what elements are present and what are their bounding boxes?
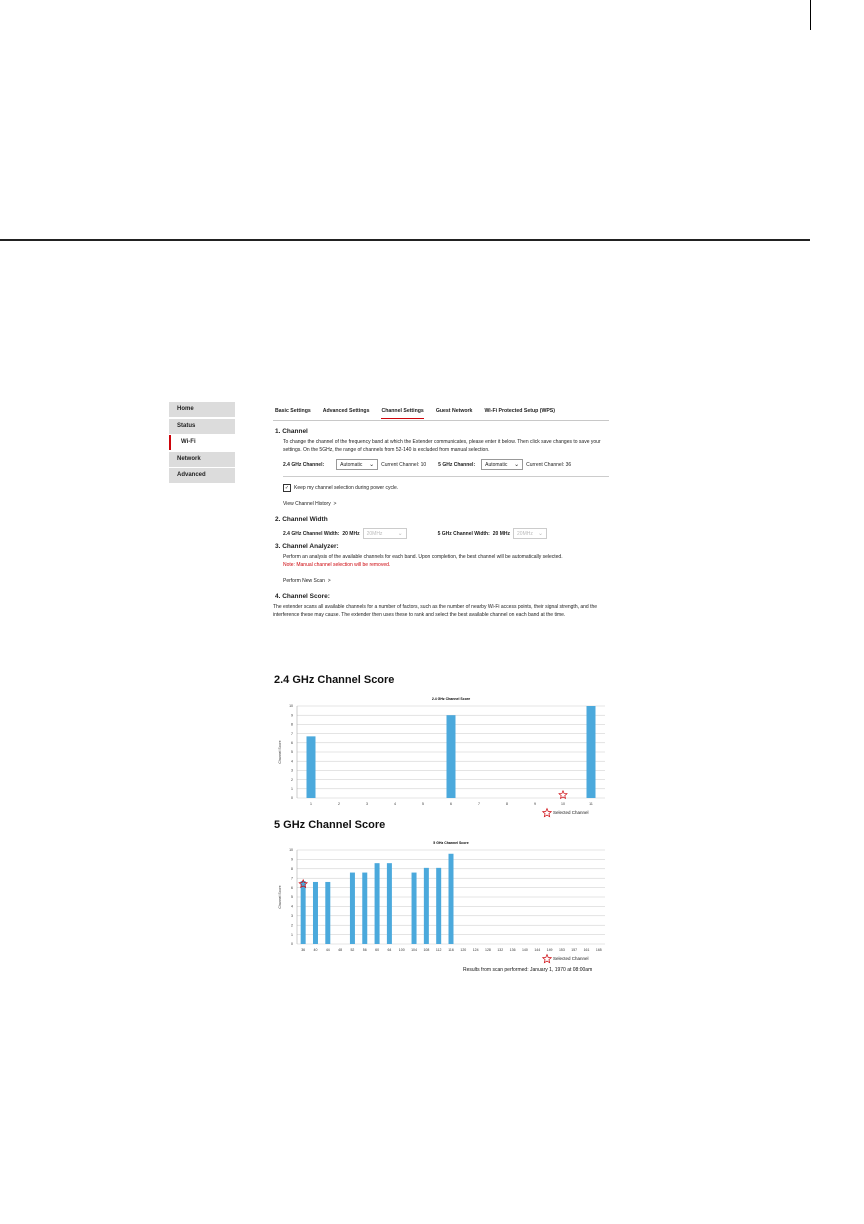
y-tick-label: 7 xyxy=(291,731,293,736)
bar xyxy=(375,863,380,944)
y-axis-label: Channel Score xyxy=(278,740,282,764)
heading-5-score: 5 GHz Channel Score xyxy=(274,819,386,831)
x-tick-label: 2 xyxy=(338,802,340,806)
x-tick-label: 149 xyxy=(546,948,553,952)
y-tick-label: 8 xyxy=(291,722,293,727)
bar xyxy=(307,736,316,798)
y-tick-label: 6 xyxy=(291,885,293,890)
x-tick-label: 153 xyxy=(558,948,565,952)
x-tick-label: 11 xyxy=(589,802,593,806)
x-tick-label: 140 xyxy=(521,948,528,952)
x-tick-label: 132 xyxy=(497,948,504,952)
bar xyxy=(362,873,367,944)
y-tick-label: 3 xyxy=(291,914,293,918)
analyzer-note: Note: Manual channel selection will be removed. xyxy=(283,561,391,568)
bar xyxy=(313,882,318,944)
x-tick-label: 165 xyxy=(595,948,602,952)
legend-label: Selected Channel xyxy=(553,956,589,961)
sidebar-item-home[interactable]: Home xyxy=(169,402,235,417)
channel-row xyxy=(283,459,609,470)
x-tick-label: 8 xyxy=(506,802,508,806)
channel-5-label: 5 GHz Channel: xyxy=(438,461,476,468)
width-24-current: 20 MHz xyxy=(342,530,360,537)
width-24-select[interactable] xyxy=(363,528,407,539)
sidebar-item-network[interactable]: Network xyxy=(169,452,235,467)
chevron-down-icon: ⌄ xyxy=(369,462,375,468)
x-tick-label: 6 xyxy=(450,802,452,806)
tab-wps[interactable]: Wi-Fi Protected Setup (WPS) xyxy=(484,408,555,414)
channel-5-current: Current Channel: 36 xyxy=(526,461,572,468)
x-tick-label: 112 xyxy=(435,948,442,952)
y-tick-label: 1 xyxy=(291,932,293,937)
sidebar xyxy=(169,402,235,485)
width-5-select-value: 20MHz xyxy=(517,530,533,537)
analyzer-description-text: Perform an analysis of the available channels for each band. Upon completion, the best channel will be automatically selected. xyxy=(283,554,563,560)
bar xyxy=(412,873,417,944)
keep-selection-label: Keep my channel selection during power cycle. xyxy=(294,485,399,491)
width-section-title: 2. Channel Width xyxy=(275,516,328,523)
legend-star-icon xyxy=(543,809,552,817)
chevron-down-icon: ⌄ xyxy=(537,531,544,537)
width-5-select[interactable] xyxy=(513,528,547,539)
y-tick-label: 6 xyxy=(291,741,293,745)
keep-selection-row xyxy=(283,484,609,492)
x-tick-label: 5 xyxy=(422,802,424,806)
x-tick-label: 161 xyxy=(583,948,590,952)
channel-5-select[interactable] xyxy=(481,459,523,470)
tab-guest-network[interactable]: Guest Network xyxy=(435,408,473,414)
y-tick-label: 8 xyxy=(291,867,293,871)
tab-advanced-settings[interactable]: Advanced Settings xyxy=(322,408,370,414)
y-tick-label: 2 xyxy=(291,923,293,928)
legend-star-icon xyxy=(543,955,552,963)
x-tick-label: 10 xyxy=(561,802,565,806)
results-text: Results from scan performed: January 1, 1970 at 08:00am xyxy=(463,967,593,973)
score-description: The extender scans all available channels for a number of factors, such as the number of nearby Wi-Fi access points, their signal strength, and the interference these may cause. The extender then uses these to rank and select the best available channel on each band at the time. xyxy=(273,604,598,618)
sidebar-item-status[interactable]: Status xyxy=(169,419,235,434)
x-tick-label: 136 xyxy=(509,948,516,952)
x-tick-label: 157 xyxy=(571,948,578,952)
x-tick-label: 40 xyxy=(313,948,318,952)
horizontal-rule xyxy=(0,239,810,241)
sidebar-item-wifi[interactable]: Wi-Fi xyxy=(169,435,235,450)
analyzer-section-title: 3. Channel Analyzer: xyxy=(275,543,339,550)
x-tick-label: 52 xyxy=(350,948,355,952)
analyzer-description xyxy=(283,554,605,569)
chart-24ghz xyxy=(273,692,609,820)
width-24-select-value: 20MHz xyxy=(366,530,383,537)
chart-title: 5 GHz Channel Score xyxy=(433,841,469,845)
x-tick-label: 1 xyxy=(310,802,312,806)
bar xyxy=(449,854,454,944)
x-tick-label: 144 xyxy=(534,948,541,952)
x-tick-label: 64 xyxy=(387,948,392,952)
y-tick-label: 0 xyxy=(291,942,293,947)
x-tick-label: 56 xyxy=(362,948,367,952)
chevron-down-icon: ⌄ xyxy=(514,462,520,468)
selected-channel-star-icon xyxy=(559,791,567,799)
y-tick-label: 2 xyxy=(291,777,293,782)
bar xyxy=(387,863,392,944)
y-tick-label: 4 xyxy=(291,759,293,764)
y-tick-label: 0 xyxy=(291,796,293,801)
x-tick-label: 4 xyxy=(394,802,396,806)
x-tick-label: 60 xyxy=(375,948,380,952)
x-tick-label: 116 xyxy=(448,948,454,952)
chevron-right-icon: > xyxy=(326,578,331,584)
x-tick-label: 7 xyxy=(478,802,480,806)
x-tick-label: 124 xyxy=(472,948,479,952)
x-tick-label: 48 xyxy=(338,948,343,952)
bar xyxy=(436,868,441,944)
bar xyxy=(301,881,306,944)
x-tick-label: 36 xyxy=(301,948,306,952)
tab-bar xyxy=(273,402,609,421)
chevron-right-icon: > xyxy=(332,501,337,507)
bar xyxy=(350,873,355,944)
divider xyxy=(283,476,609,477)
x-tick-label: 44 xyxy=(325,948,330,952)
bar xyxy=(325,882,330,944)
heading-24-score: 2.4 GHz Channel Score xyxy=(274,674,395,686)
perform-new-scan-label: Perform New Scan xyxy=(283,578,325,584)
bar xyxy=(424,868,429,944)
y-tick-label: 4 xyxy=(291,904,293,909)
chart-title: 2.4 GHz Channel Score xyxy=(431,697,471,701)
view-channel-history-label: View Channel History xyxy=(283,501,331,507)
channel-5-value: Automatic xyxy=(485,461,508,468)
width-5-current: 20 MHz xyxy=(492,530,511,537)
view-channel-history-link[interactable] xyxy=(283,501,609,507)
channel-24-select[interactable] xyxy=(336,459,378,470)
x-tick-label: 108 xyxy=(423,948,430,952)
y-tick-label: 10 xyxy=(289,848,293,853)
bar xyxy=(447,715,456,798)
x-tick-label: 100 xyxy=(398,948,405,952)
channel-24-label: 2.4 GHz Channel: xyxy=(283,461,325,468)
legend-label: Selected Channel xyxy=(553,810,589,815)
page-edge-line xyxy=(810,0,811,30)
y-tick-label: 7 xyxy=(291,876,293,881)
bar xyxy=(587,706,596,798)
sidebar-item-advanced[interactable]: Advanced xyxy=(169,468,235,483)
channel-section-title: 1. Channel xyxy=(275,428,308,435)
width-5-label: 5 GHz Channel Width: xyxy=(437,530,490,537)
y-tick-label: 1 xyxy=(291,787,293,791)
main-content xyxy=(273,402,609,619)
chevron-down-icon: ⌄ xyxy=(397,531,403,537)
channel-24-current: Current Channel: 10 xyxy=(381,461,427,468)
x-tick-label: 9 xyxy=(534,802,536,806)
y-tick-label: 9 xyxy=(291,857,293,862)
chart-5ghz xyxy=(273,836,609,966)
y-tick-label: 10 xyxy=(289,704,293,709)
x-tick-label: 3 xyxy=(366,802,368,806)
x-tick-label: 120 xyxy=(460,948,467,952)
score-section-title: 4. Channel Score: xyxy=(275,593,330,600)
tab-channel-settings[interactable]: Channel Settings xyxy=(381,408,424,414)
perform-new-scan-link[interactable] xyxy=(283,578,609,584)
channel-description: To change the channel of the frequency band at which the Extender communicates, please enter it below. Then click save changes to save your settings. On the 5GHz, the range of channels from 52-140 is excluded from manual selection. xyxy=(283,439,601,453)
y-tick-label: 3 xyxy=(291,768,293,773)
y-axis-label: Channel Score xyxy=(278,885,282,909)
y-tick-label: 5 xyxy=(291,895,293,900)
x-tick-label: 128 xyxy=(485,948,491,952)
x-tick-label: 104 xyxy=(411,948,417,952)
keep-selection-checkbox[interactable]: ✓ xyxy=(284,485,290,491)
tab-basic-settings[interactable]: Basic Settings xyxy=(275,408,311,414)
width-row xyxy=(283,528,609,539)
channel-24-value: Automatic xyxy=(340,461,363,468)
y-tick-label: 5 xyxy=(291,750,293,755)
y-tick-label: 9 xyxy=(291,713,293,718)
width-24-label: 2.4 GHz Channel Width: xyxy=(283,530,340,537)
